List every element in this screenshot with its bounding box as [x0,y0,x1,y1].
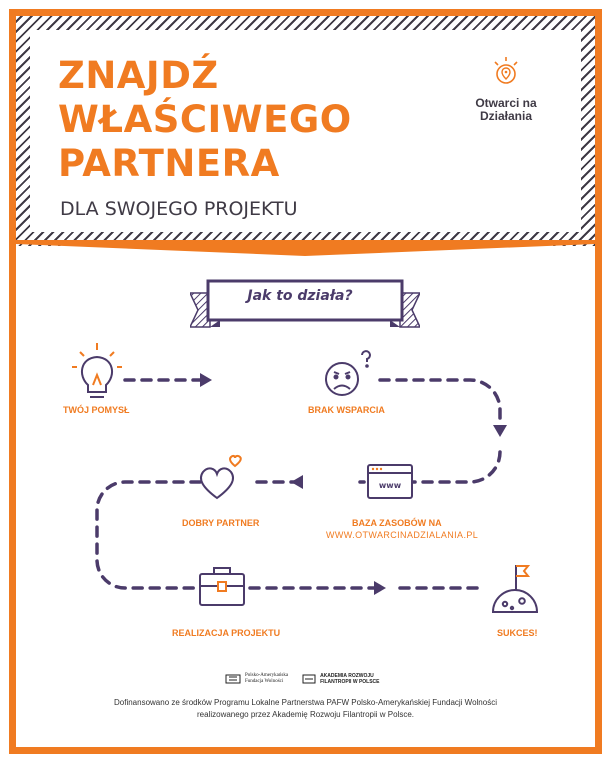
browser-window-icon [368,465,412,498]
www-text: www [378,481,402,490]
step-label-idea: TWÓJ POMYSŁ [63,405,130,415]
flow-arrow-right [374,581,386,595]
arfp-emblem-icon [302,674,316,684]
flow-arrow-down [493,425,507,437]
flow-path [380,380,500,425]
logo-line: Działania [479,109,533,123]
funding-note-line: Dofinansowano ze środków Programu Lokalne Partnerstwa PAFW Polsko-Amerykańskiej Fundacji Wolności [114,698,497,707]
arfp-line: AKADEMIA ROZWOJU [320,673,374,679]
pafw-emblem-icon [225,673,241,685]
flow-arrow-left [291,475,303,489]
title-line: ZNAJDŹ [58,54,219,97]
title-line: WŁAŚCIWEGO [58,98,352,141]
pafw-line: Fundacja Wolności [245,679,284,684]
page-subtitle: DLA SWOJEGO PROJEKTU [60,198,298,220]
title-line: PARTNERA [58,142,280,185]
pafw-logo [225,673,288,685]
pafw-text [245,673,288,685]
heart-icon [201,456,241,498]
arfp-text [320,673,379,685]
flow-path [97,482,200,588]
pafw-line: Polsko-Amerykańska [245,673,289,678]
flow-arrow-right [200,373,212,387]
funding-note [60,697,551,721]
logo-line: Otwarci na [475,96,537,110]
step-label-no-support: BRAK WSPARCIA [308,405,385,415]
sponsor-logos [225,673,380,685]
how-it-works-title: Jak to działa? [247,288,353,304]
step-label-implementation: REALIZACJA PROJEKTU [172,628,281,638]
funding-note-line: realizowanego przez Akademię Rozwoju Filantropii w Polsce. [197,710,414,719]
flag-on-planet-icon [493,565,537,612]
step-label-resource-base: BAZA ZASOBÓW NA [352,518,442,528]
arfp-logo [302,673,379,685]
step-label-good-partner: DOBRY PARTNER [182,518,260,528]
briefcase-icon [200,568,244,605]
arfp-line: FILANTROPII W POLSCE [320,679,380,685]
confused-face-icon [326,351,370,395]
lightbulb-icon [72,343,122,397]
step-label-success: SUKCES! [497,628,538,638]
resource-base-link[interactable]: WWW.OTWARCINADZIALANIA.PL [326,530,479,540]
